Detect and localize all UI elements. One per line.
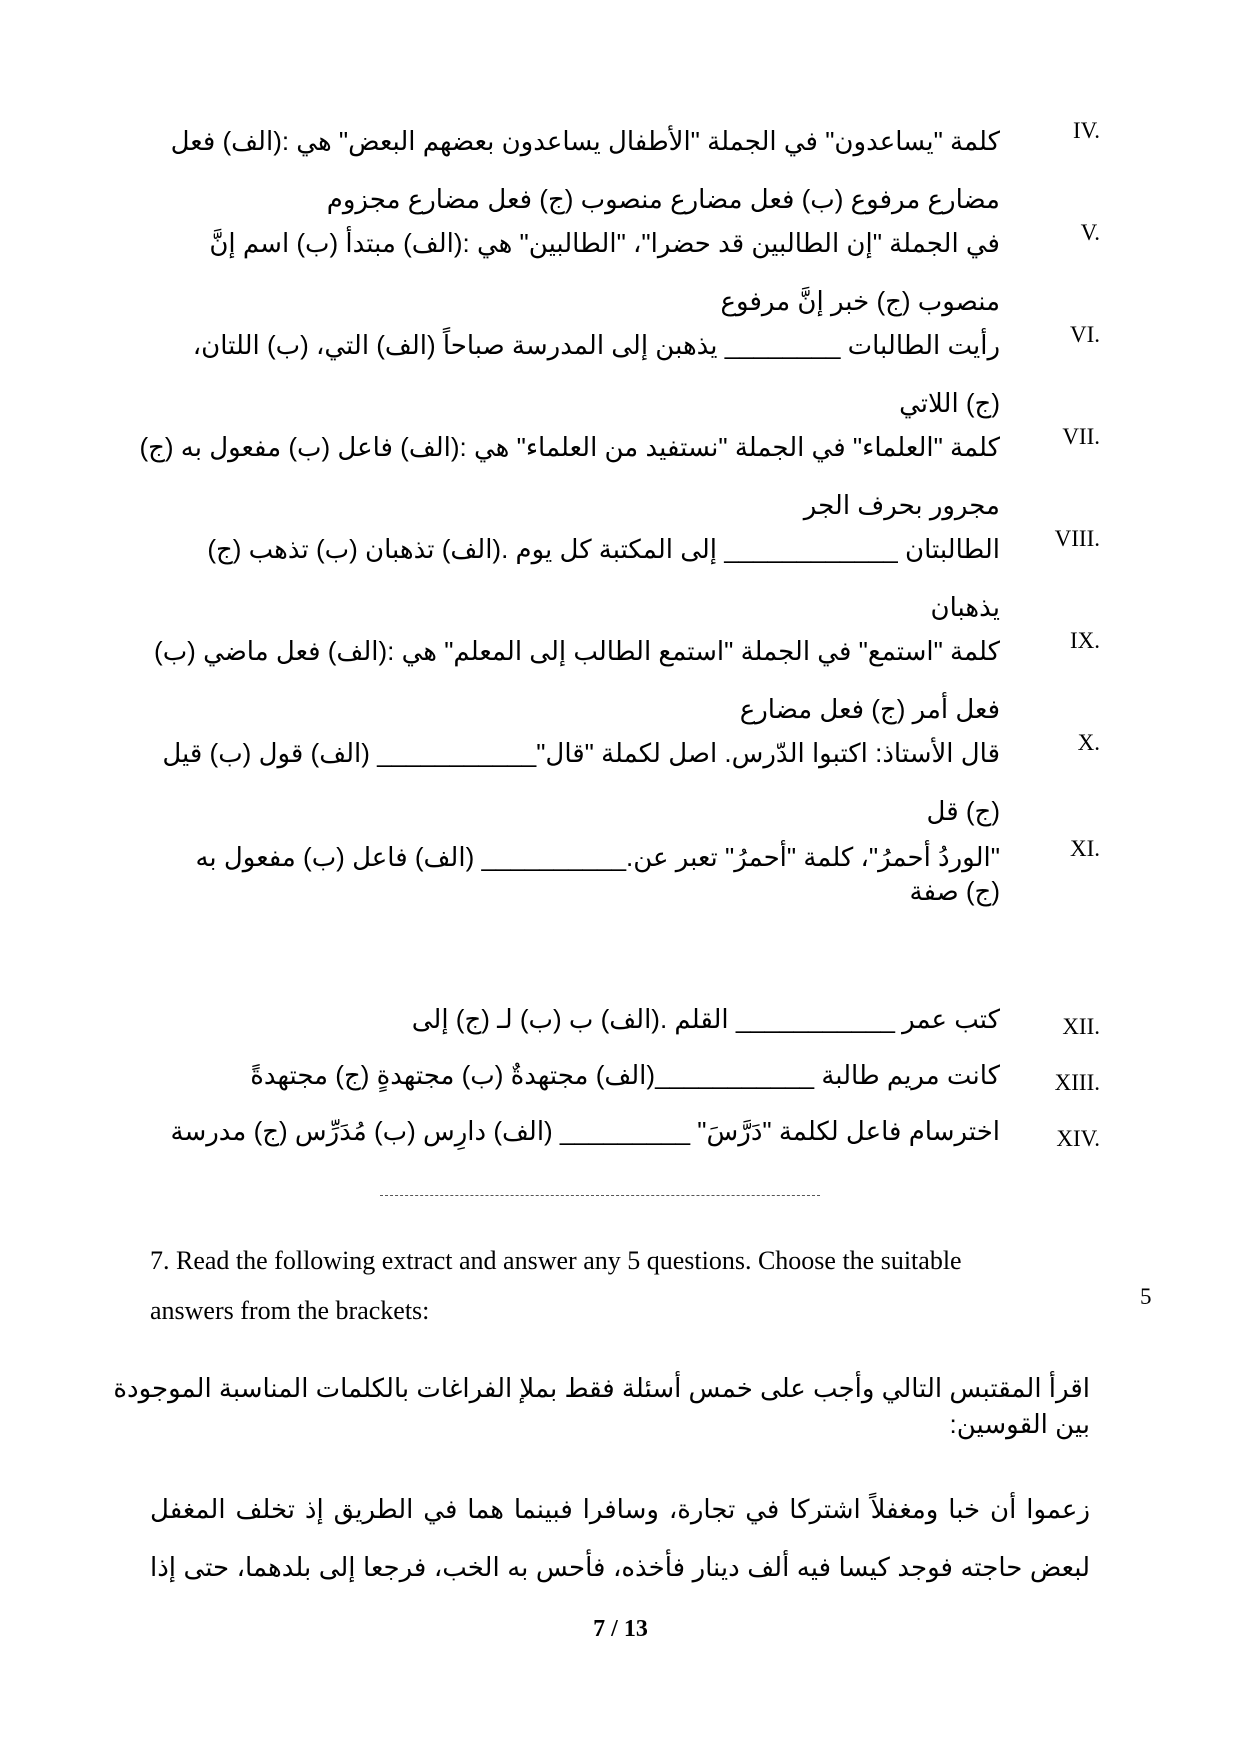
question-number: IX. [1069, 628, 1100, 653]
question-line: فعل أمر (ج) فعل مضارع [739, 694, 1000, 724]
question-number: XIII. [1054, 1070, 1100, 1095]
question-text [140, 520, 1000, 636]
question-line: في الجملة "إن الطالبين قد حضرا"، "الطالبين" هي :(الف) مبتدأ (ب) اسم إنَّ [209, 228, 1000, 258]
arabic-passage [150, 1480, 1090, 1596]
question-line: مضارع مرفوع (ب) فعل مضارع منصوب (ج) فعل مضارع مجزوم [326, 184, 1000, 214]
question-line: (ج) اللاتي [899, 388, 1000, 418]
question-text [140, 1002, 1000, 1036]
question-number: IV. [1072, 118, 1100, 143]
section-divider [380, 1195, 820, 1196]
question-line: (ج) قل [926, 796, 1000, 826]
question-number: XII. [1062, 1014, 1100, 1039]
question-text [140, 418, 1000, 534]
instruction-line: اقرأ المقتبس التالي وأجب على خمس أسئلة فقط بملإ الفراغات بالكلمات المناسبة الموجودة [113, 1373, 1090, 1403]
question-line: كلمة "يساعدون" في الجملة "الأطفال يساعدون بعضهم البعض" هي :(الف) فعل [170, 126, 1000, 156]
passage-line: لبعض حاجته فوجد كيسا فيه ألف دينار فأخذه، فأحس به الخب، فرجعا إلى بلدهما، حتى إذا [150, 1552, 1090, 1582]
question-line: كلمة "العلماء" في الجملة "نستفيد من العلماء" هي :(الف) فاعل (ب) مفعول به (ج) [139, 432, 1000, 462]
question-line: الطالبتان ____________ إلى المكتبة كل يوم .(الف) تذهبان (ب) تذهب (ج) [207, 534, 1000, 564]
question-number: VII. [1062, 424, 1100, 449]
question-text [140, 724, 1000, 840]
question-line: كلمة "استمع" في الجملة "استمع الطالب إلى المعلم" هي :(الف) فعل ماضي (ب) [154, 636, 1000, 666]
question-line: يذهبان [930, 592, 1000, 622]
question-number: VIII. [1054, 526, 1100, 551]
question-line: اخترسام فاعل لكلمة "دَرَّسَ" _________ (الف) دارِس (ب) مُدَرِّس (ج) مدرسة [170, 1116, 1000, 1146]
question-text [140, 316, 1000, 432]
instruction-line: بين القوسين: [949, 1409, 1090, 1439]
question-line: مجرور بحرف الجر [803, 490, 1000, 520]
arabic-instruction [113, 1370, 1090, 1442]
marks-value: 5 [1140, 1284, 1152, 1309]
question-line: قال الأستاذ: اكتبوا الدّرس. اصل لكملة "قال"___________ (الف) قول (ب) قيل [162, 738, 1000, 768]
question-line: (ج) صفة [909, 876, 1000, 906]
passage-line: زعموا أن خبا ومغفلاً اشتركا في تجارة، وسافرا فبينما هما في الطريق إذ تخلف المغفل [150, 1494, 1090, 1524]
question-line: رأيت الطالبات ________ يذهبن إلى المدرسة صباحاً (الف) التي، (ب) اللتان، [192, 330, 1000, 360]
instruction-line: answers from the brackets: [150, 1296, 430, 1325]
question-text [140, 112, 1000, 228]
question-text [140, 1114, 1000, 1148]
question-number: XIV. [1056, 1126, 1100, 1151]
question-text [140, 840, 1000, 908]
question-number: VI. [1069, 322, 1100, 347]
question-text [140, 1058, 1000, 1092]
page-number: 7 / 13 [593, 1616, 648, 1642]
instruction-line: 7. Read the following extract and answer any 5 questions. Choose the suitable [150, 1246, 962, 1275]
question-number: XI. [1069, 836, 1100, 861]
question-text [140, 214, 1000, 330]
question-line: كتب عمر ___________ القلم .(الف) ب (ب) لـ (ج) إلى [411, 1004, 1000, 1034]
question-number: V. [1080, 220, 1100, 245]
question-line: منصوب (ج) خبر إنَّ مرفوع [720, 286, 1000, 316]
question-line: "الوردُ أحمرُ"، كلمة "أحمرُ" تعبر عن.__________ (الف) فاعل (ب) مفعول به [195, 842, 1000, 872]
question-number: X. [1077, 730, 1100, 755]
question-text [140, 622, 1000, 738]
question-line: كانت مريم طالبة ___________(الف) مجتهدةٌ (ب) مجتهدةٍ (ج) مجتهدةً [250, 1060, 1000, 1090]
section7-instruction [150, 1236, 1090, 1336]
